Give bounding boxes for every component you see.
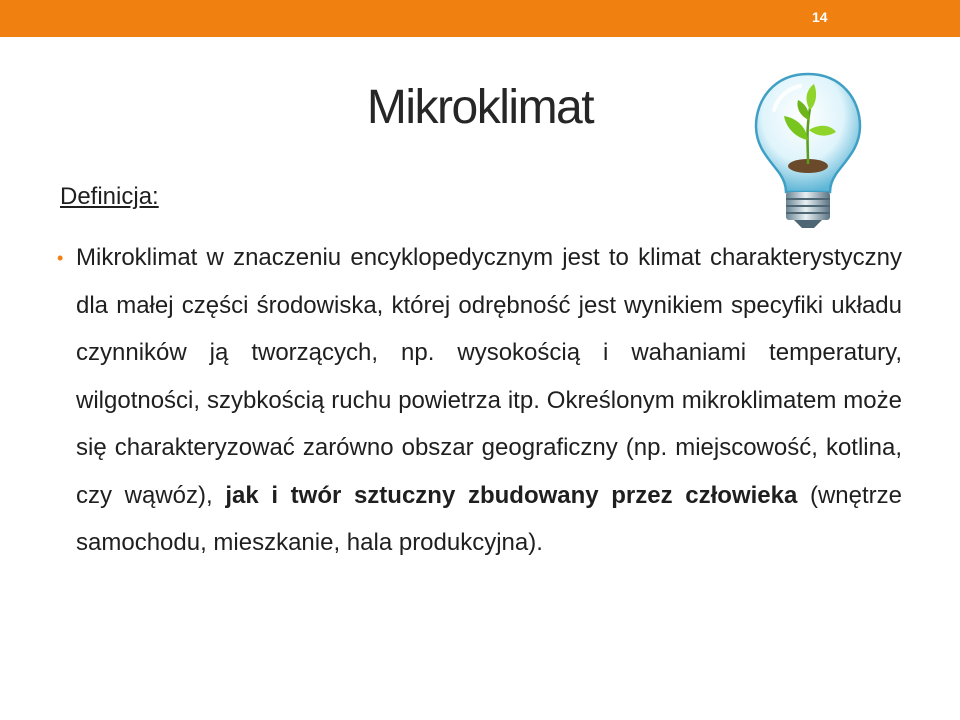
definition-paragraph bbox=[76, 234, 902, 567]
header-bar bbox=[0, 0, 960, 37]
slide-title: Mikroklimat bbox=[366, 81, 594, 134]
definition-heading: Definicja: bbox=[60, 183, 159, 210]
paragraph-bold-text: jak i twór sztuczny zbudowany przez człowieka bbox=[225, 481, 798, 509]
slide-number: 14 bbox=[812, 9, 828, 25]
paragraph-text-part1: Mikroklimat w znaczeniu encyklopedycznym jest to klimat charakterystyczny dla małej części środowiska, której odrębność jest wynikiem specyfiki układu czynników ją tworzących, np. wysokością i wahaniami temperatury, wilgotności, szybkością ruchu powietrza itp. Określonym mikroklimatem może się charakteryzować zarówno obszar geograficzny (np. miejscowość, kotlina, czy wąwóz), bbox=[76, 244, 902, 509]
paragraph-text-part2: (wnętrze samochodu, mieszkanie, hala produkcyjna). bbox=[76, 481, 903, 556]
light-bulb-with-sprout-icon bbox=[738, 66, 878, 234]
bullet-dot-icon: • bbox=[57, 248, 64, 268]
